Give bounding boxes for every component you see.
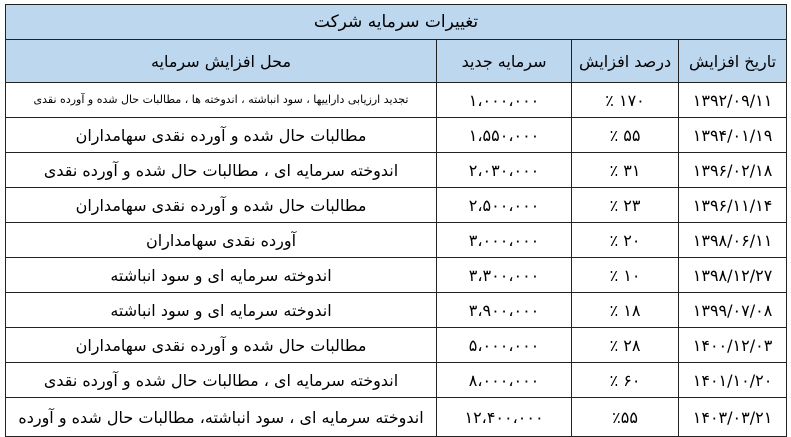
cell-capital: ۲،۵۰۰،۰۰۰ xyxy=(437,188,572,223)
cell-date: ۱۳۹۶/۰۲/۱۸ xyxy=(679,153,787,188)
cell-date: ۱۳۹۶/۱۱/۱۴ xyxy=(679,188,787,223)
cell-percent: ۲۳ ٪ xyxy=(572,188,679,223)
cell-source: اندوخته سرمایه ای و سود انباشته xyxy=(6,258,437,293)
cell-percent: ۵۵ ٪ xyxy=(572,118,679,153)
cell-source: اندوخته سرمایه ای ، مطالبات حال شده و آورده نقدی xyxy=(6,363,437,398)
cell-date: ۱۳۹۸/۱۲/۲۷ xyxy=(679,258,787,293)
cell-date: ۱۳۹۴/۰۱/۱۹ xyxy=(679,118,787,153)
cell-source: تجدید ارزیابی داراییها ، سود انباشته ، اندوخته ها ، مطالبات حال شده و آورده نقدی xyxy=(6,83,437,118)
header-date: تاریخ افزایش xyxy=(679,40,787,83)
cell-date: ۱۴۰۳/۰۳/۲۱ xyxy=(679,398,787,437)
table-row xyxy=(6,258,787,293)
cell-source: مطالبات حال شده و آورده نقدی سهامداران xyxy=(6,188,437,223)
table-row xyxy=(6,363,787,398)
cell-capital: ۵،۰۰۰،۰۰۰ xyxy=(437,328,572,363)
table-row xyxy=(6,188,787,223)
cell-date: ۱۴۰۱/۱۰/۲۰ xyxy=(679,363,787,398)
table-title: تغییرات سرمایه شرکت xyxy=(6,5,787,40)
cell-percent: ۲۸ ٪ xyxy=(572,328,679,363)
cell-source: مطالبات حال شده و آورده نقدی سهامداران xyxy=(6,118,437,153)
cell-date: ۱۳۹۹/۰۷/۰۸ xyxy=(679,293,787,328)
cell-percent: ٪۵۵ xyxy=(572,398,679,437)
cell-source: مطالبات حال شده و آورده نقدی سهامداران xyxy=(6,328,437,363)
cell-source: آورده نقدی سهامداران xyxy=(6,223,437,258)
cell-capital: ۱۲،۴۰۰،۰۰۰ xyxy=(437,398,572,437)
cell-percent: ۱۸ ٪ xyxy=(572,293,679,328)
cell-capital: ۳،۹۰۰،۰۰۰ xyxy=(437,293,572,328)
cell-capital: ۸،۰۰۰،۰۰۰ xyxy=(437,363,572,398)
table-row xyxy=(6,328,787,363)
capital-changes-table xyxy=(5,4,787,437)
capital-changes-table-container xyxy=(5,4,786,437)
cell-percent: ۳۱ ٪ xyxy=(572,153,679,188)
cell-date: ۱۳۹۸/۰۶/۱۱ xyxy=(679,223,787,258)
cell-percent: ۱۷۰ ٪ xyxy=(572,83,679,118)
header-source: محل افزایش سرمایه xyxy=(6,40,437,83)
cell-capital: ۱،۵۵۰،۰۰۰ xyxy=(437,118,572,153)
cell-source: اندوخته سرمایه ای و سود انباشته xyxy=(6,293,437,328)
cell-capital: ۱،۰۰۰،۰۰۰ xyxy=(437,83,572,118)
table-row xyxy=(6,153,787,188)
table-row xyxy=(6,398,787,437)
table-row xyxy=(6,293,787,328)
cell-capital: ۳،۳۰۰،۰۰۰ xyxy=(437,258,572,293)
table-title-row xyxy=(6,5,787,40)
cell-source: اندوخته سرمایه ای ، مطالبات حال شده و آورده نقدی xyxy=(6,153,437,188)
cell-capital: ۲،۰۳۰،۰۰۰ xyxy=(437,153,572,188)
cell-capital: ۳،۰۰۰،۰۰۰ xyxy=(437,223,572,258)
cell-date: ۱۴۰۰/۱۲/۰۳ xyxy=(679,328,787,363)
header-capital: سرمایه جدید xyxy=(437,40,572,83)
header-percent: درصد افزایش xyxy=(572,40,679,83)
cell-source: اندوخته سرمایه ای ، سود انباشته، مطالبات حال شده و آورده xyxy=(6,398,437,437)
cell-percent: ۱۰ ٪ xyxy=(572,258,679,293)
cell-date: ۱۳۹۲/۰۹/۱۱ xyxy=(679,83,787,118)
cell-percent: ۶۰ ٪ xyxy=(572,363,679,398)
cell-percent: ۲۰ ٪ xyxy=(572,223,679,258)
table-header-row xyxy=(6,40,787,83)
table-row xyxy=(6,118,787,153)
table-row xyxy=(6,83,787,118)
table-row xyxy=(6,223,787,258)
